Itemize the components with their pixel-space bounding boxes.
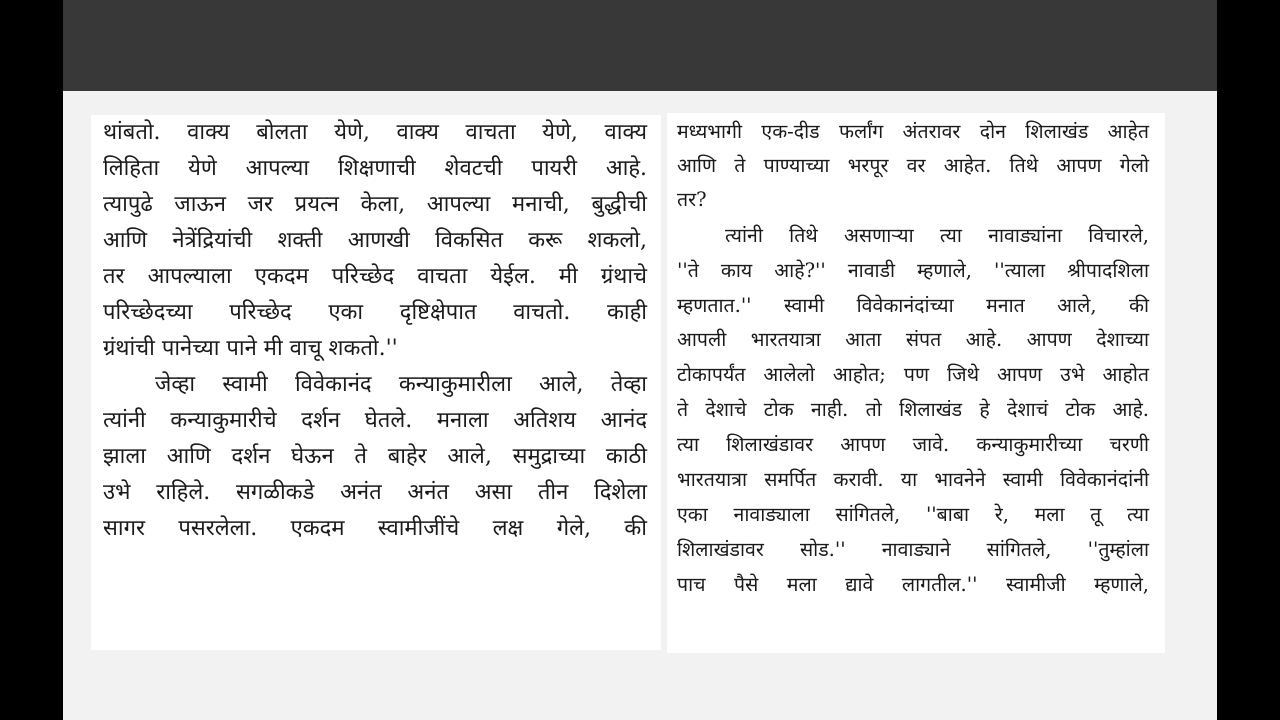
text-line: आणि ते पाण्याच्या भरपूर वर आहेत. तिथे आपण गेलो (677, 154, 1149, 177)
text-line: परिच्छेदच्या परिच्छेद एका दृष्टिक्षेपात वाचतो. काही (103, 300, 647, 325)
text-line: शिलाखंडावर सोड.'' नावाड्याने सांगितले, ''तुम्हांला (677, 538, 1149, 561)
text-line: थांबतो. वाक्य बोलता येणे, वाक्य वाचता येणे, वाक्य (103, 120, 647, 145)
text-line: टोकापर्यंत आलेलो आहोत; पण जिथे आपण उभे आहोत (677, 363, 1149, 386)
right-page (667, 113, 1165, 653)
text-line: आपली भारतयात्रा आता संपत आहे. आपण देशाच्या (677, 328, 1149, 351)
text-line: भारतयात्रा समर्पित करावी. या भावनेने स्वामी विवेकानंदांनी (677, 468, 1149, 491)
text-line: जेव्हा स्वामी विवेकानंद कन्याकुमारीला आले, तेव्हा (155, 372, 647, 397)
text-line: त्यापुढे जाऊन जर प्रयत्न केला, आपल्या मनाची, बुद्धीची (103, 192, 647, 217)
text-line: म्हणतात.'' स्वामी विवेकानंदांच्या मनात आले, की (677, 294, 1149, 317)
left-page (91, 115, 661, 650)
text-line: तर? (677, 188, 707, 211)
text-line: तर आपल्याला एकदम परिच्छेद वाचता येईल. मी ग्रंथाचे (103, 264, 647, 289)
viewer-toolbar (63, 0, 1217, 91)
text-line: सागर पसरलेला. एकदम स्वामीजींचे लक्ष गेले, की (103, 516, 647, 541)
text-line: ते देशाचे टोक नाही. तो शिलाखंड हे देशाचं टोक आहे. (677, 398, 1149, 421)
text-line: झाला आणि दर्शन घेऊन ते बाहेर आले, समुद्राच्या काठी (103, 444, 647, 469)
document-viewer (63, 0, 1217, 720)
text-line: लिहिता येणे आपल्या शिक्षणाची शेवटची पायरी आहे. (103, 156, 647, 181)
text-line: उभे राहिले. सगळीकडे अनंत अनंत असा तीन दिशेला (103, 480, 647, 505)
text-line: मध्यभागी एक-दीड फर्लांग अंतरावर दोन शिलाखंड आहेत (677, 120, 1149, 143)
text-line: ग्रंथांची पानेच्या पाने मी वाचू शकतो.'' (103, 336, 398, 361)
text-line: एका नावाड्याला सांगितले, ''बाबा रे, मला तू त्या (677, 503, 1149, 526)
text-line: त्यांनी कन्याकुमारीचे दर्शन घेतले. मनाला अतिशय आनंद (103, 408, 647, 433)
text-line: त्यांनी तिथे असणाऱ्या त्या नावाड्यांना विचारले, (725, 224, 1149, 247)
text-line: त्या शिलाखंडावर आपण जावे. कन्याकुमारीच्या चरणी (677, 433, 1149, 456)
text-line: आणि नेत्रेंद्रियांची शक्ती आणखी विकसित करू शकलो, (103, 228, 647, 253)
text-line: ''ते काय आहे?'' नावाडी म्हणाले, ''त्याला श्रीपादशिला (677, 259, 1149, 282)
text-line: पाच पैसे मला द्यावे लागतील.'' स्वामीजी म्हणाले, (677, 573, 1149, 596)
